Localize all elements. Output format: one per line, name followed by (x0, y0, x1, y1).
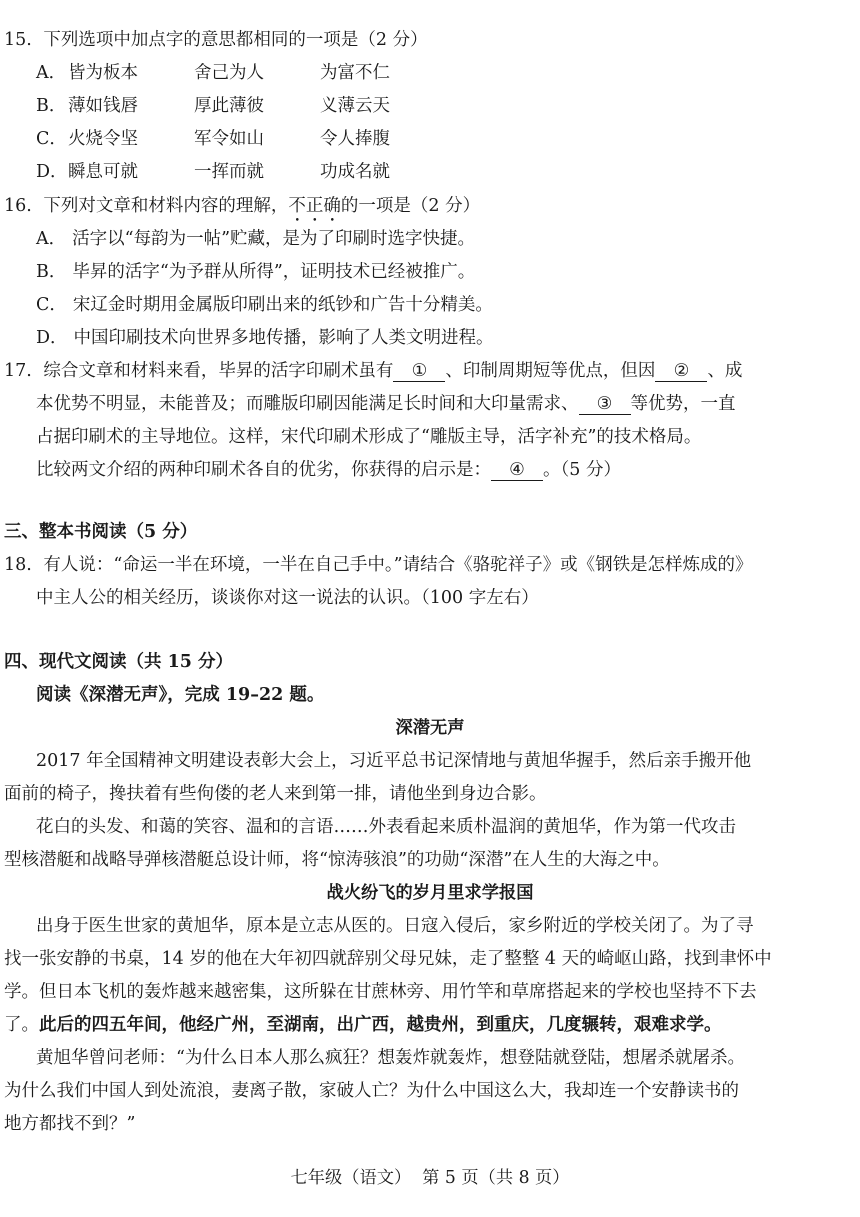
option-word: 皆为板本 (68, 63, 138, 83)
option-word: 厚此薄彼 (194, 96, 264, 116)
answer-blank[interactable]: ③ (579, 394, 631, 415)
article-paragraph-line: 黄旭华曾问老师：“为什么日本人那么疯狂？想轰炸就轰炸，想登陆就登陆，想屠杀就屠杀。 (36, 1048, 745, 1068)
q16-option-c (36, 293, 493, 317)
question-number: 15. (4, 30, 32, 50)
option-word: 军令如山 (194, 129, 264, 149)
option-label: B． (36, 96, 67, 116)
article-paragraph-line: 花白的头发、和蔼的笑容、温和的言语……外表看起来质朴温润的黄旭华，作为第一代攻击 (36, 817, 736, 837)
option-label: D． (36, 328, 68, 348)
emphasized-text: 不正确 (288, 196, 341, 216)
question-text: 比较两文介绍的两种印刷术各自的优劣，你获得的启示是： (36, 460, 491, 480)
question-17-line-1 (4, 359, 742, 383)
q16-option-d (36, 326, 494, 350)
question-text: 等优势，一直 (630, 394, 736, 414)
article-paragraph-line: 2017 年全国精神文明建设表彰大会上，习近平总书记深情地与黄旭华握手，然后亲手搬开他 (36, 751, 752, 771)
q15-option-b (36, 94, 456, 118)
section-heading: 三、整本书阅读（5 分） (4, 522, 198, 542)
option-label: A． (36, 229, 67, 249)
reading-instruction: 阅读《深潜无声》，完成 19–22 题。 (36, 685, 325, 705)
option-word: 为富不仁 (320, 63, 390, 83)
q16-option-b (36, 260, 475, 284)
question-text: 、成 (707, 361, 743, 381)
option-word: 一挥而就 (194, 162, 264, 182)
option-label: B． (36, 262, 67, 282)
article-subheading: 战火纷飞的岁月里求学报国 (326, 883, 534, 903)
option-text: 活字以“每韵为一帖”贮藏，是为了印刷时选字快捷。 (72, 229, 476, 249)
question-18-line-2: 中主人公的相关经历，谈谈你对这一说法的认识。（100 字左右） (36, 588, 539, 608)
question-number: 18. (4, 555, 32, 575)
article-title: 深潜无声 (395, 718, 465, 738)
q15-option-a (36, 61, 456, 85)
question-text: 。（5 分） (543, 460, 621, 480)
article-paragraph-line: 面前的椅子，搀扶着有些佝偻的老人来到第一排，请他坐到身边合影。 (4, 784, 547, 804)
article-paragraph-line: 学。但日本飞机的轰炸越来越密集，这所躲在甘蔗林旁、用竹竿和草席搭起来的学校也坚持不下去 (4, 982, 757, 1002)
page-footer: 七年级（语文） 第 5 页（共 8 页） (290, 1168, 570, 1188)
question-17-line-4 (36, 458, 621, 482)
article-paragraph-line: 为什么我们中国人到处流浪，妻离子散，家破人亡？为什么中国这么大，我却连一个安静读书的 (4, 1081, 739, 1101)
option-label: A． (36, 63, 67, 83)
question-17-line-3 (36, 425, 701, 449)
option-word: 令人捧腹 (320, 129, 390, 149)
question-text: 本优势不明显，未能普及；而雕版印刷因能满足长时间和大印量需求、 (36, 394, 579, 414)
q16-option-a (36, 227, 475, 251)
option-word: 功成名就 (320, 162, 390, 182)
article-bold-text: 此后的四五年间，他经广州，至湖南，出广西，越贵州，到重庆，几度辗转，艰难求学。 (39, 1015, 722, 1035)
article-paragraph-line: 出身于医生世家的黄旭华，原本是立志从医的。日寇入侵后，家乡附近的学校关闭了。为了寻 (36, 916, 754, 936)
option-label: D． (36, 162, 68, 182)
question-number: 16. (4, 196, 32, 216)
question-number: 17. (4, 361, 32, 381)
option-label: C． (36, 129, 67, 149)
q15-option-c (36, 127, 456, 151)
question-text: 的一项是（2 分） (340, 196, 481, 216)
option-text: 宋辽金时期用金属版印刷出来的纸钞和广告十分精美。 (72, 295, 493, 315)
article-paragraph-line: 型核潜艇和战略导弹核潜艇总设计师，将“惊涛骇浪”的功勋“深潜”在人生的大海之中。 (4, 850, 670, 870)
option-word: 义薄云天 (320, 96, 390, 116)
option-text: 毕昇的活字“为予群从所得”，证明技术已经被推广。 (72, 262, 476, 282)
article-text: 了。 (4, 1015, 39, 1035)
article-paragraph-line: 找一张安静的书桌，14 岁的他在大年初四就辞别父母兄妹，走了整整 4 天的崎岖山路，找到聿怀中 (4, 949, 772, 969)
option-text: 中国印刷技术向世界多地传播，影响了人类文明进程。 (73, 328, 494, 348)
answer-blank[interactable]: ② (655, 361, 707, 382)
option-word: 火烧令坚 (68, 129, 138, 149)
article-paragraph-line: 地方都找不到？” (4, 1114, 136, 1134)
article-paragraph-line (4, 1013, 722, 1037)
option-word: 薄如钱唇 (68, 96, 138, 116)
question-text: 有人说：“命运一半在环境，一半在自己手中。”请结合《骆驼祥子》或《钢铁是怎样炼成的》 (43, 555, 753, 575)
question-16-stem (4, 194, 480, 226)
question-score: （2 分） (358, 30, 428, 50)
question-text: 、印制周期短等优点，但因 (445, 361, 656, 381)
q15-option-d (36, 160, 456, 184)
question-15-stem (4, 28, 428, 52)
question-text: 下列选项中加点字的意思都相同的一项是 (43, 30, 359, 50)
option-word: 瞬息可就 (68, 162, 138, 182)
section-heading: 四、现代文阅读（共 15 分） (4, 652, 234, 672)
question-text: 综合文章和材料来看，毕昇的活字印刷术虽有 (43, 361, 394, 381)
question-18-line-1 (4, 553, 753, 577)
answer-blank[interactable]: ④ (491, 460, 543, 481)
question-text: 占据印刷术的主导地位。这样，宋代印刷术形成了“雕版主导，活字补充”的技术格局。 (36, 427, 702, 447)
question-17-line-2 (36, 392, 736, 416)
option-label: C． (36, 295, 67, 315)
question-text: 下列对文章和材料内容的理解， (43, 196, 289, 216)
answer-blank[interactable]: ① (393, 361, 445, 382)
option-word: 舍己为人 (194, 63, 264, 83)
